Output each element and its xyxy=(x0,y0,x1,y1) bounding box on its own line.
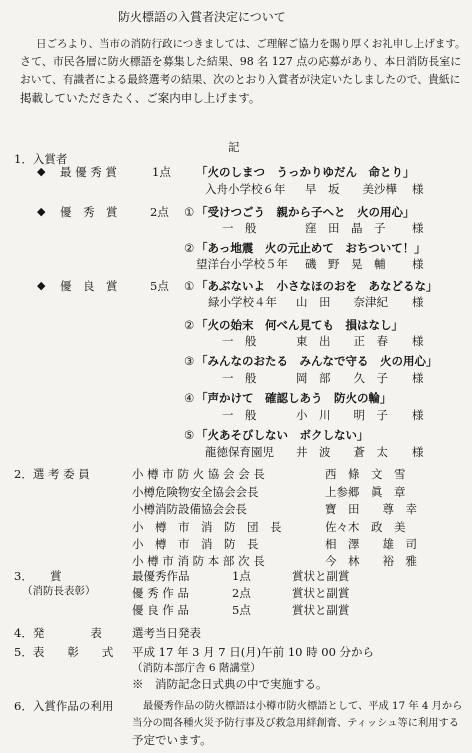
good-entry-2-name: 東 出 正 春 xyxy=(296,334,388,348)
section6-line-3: 予定でいます。 xyxy=(132,733,212,747)
good-entry-4-honorific: 様 xyxy=(412,408,424,422)
good-award-count: 5点 xyxy=(150,279,169,293)
section5-line-2: （消防本部庁舎 6 階講堂） xyxy=(132,662,261,674)
committee-member-3-org: 小樽消防設備協会会長 xyxy=(132,502,247,516)
committee-member-6-org: 小 樽 市 消 防 本 部 次 長 xyxy=(132,554,265,568)
committee-member-4-name: 佐々木 政 美 xyxy=(325,520,406,534)
section5-heading: 5．表 彰 式 xyxy=(14,645,114,659)
good-entry-4-affiliation: 一 般 xyxy=(222,408,257,422)
top-award-slogan: 「火のしまつ うっかりゆだん 命とり」 xyxy=(196,165,415,179)
diamond-bullet-icon: ◆ xyxy=(37,205,46,218)
excellent-entry-1-num: ① xyxy=(184,205,195,219)
excellent-entry-1-name: 窪 田 晶 子 xyxy=(305,221,386,235)
diamond-bullet-icon: ◆ xyxy=(37,279,46,292)
section2-heading: 2．選 考 委 員 xyxy=(14,467,90,481)
excellent-award-count: 2点 xyxy=(150,205,169,219)
excellent-entry-2-slogan: 「あっ地震 火の元止めて おちついて！」 xyxy=(196,241,426,255)
excellent-entry-1-honorific: 様 xyxy=(412,221,424,235)
good-entry-1-honorific: 様 xyxy=(412,295,424,309)
prize-row-3-award: 優 良 作 品 xyxy=(132,603,189,617)
top-award-name: 早 坂 美沙樺 xyxy=(305,182,397,196)
good-entry-3-num: ③ xyxy=(184,354,195,368)
good-entry-1-num: ① xyxy=(184,279,195,293)
committee-member-2-name: 上参郷 眞 章 xyxy=(325,485,406,499)
ki-marker: 記 xyxy=(228,140,240,154)
good-entry-1-affiliation: 緑小学校４年 xyxy=(208,295,277,309)
top-award-label: 最 優 秀 賞 xyxy=(60,165,117,179)
excellent-entry-2-num: ② xyxy=(184,241,195,255)
top-award-honorific: 様 xyxy=(412,182,424,196)
section4-text: 選考当日発表 xyxy=(132,626,201,640)
good-entry-3-slogan: 「みんなのおたる みんなで守る 火の用心」 xyxy=(196,354,438,368)
prize-row-1-count: 1点 xyxy=(232,569,251,583)
good-entry-4-slogan: 「声かけて 確認しあう 防火の輪」 xyxy=(196,391,392,405)
prize-row-3-prize: 賞状と副賞 xyxy=(292,603,350,617)
top-award-count: 1点 xyxy=(152,165,171,179)
committee-member-5-org: 小 樽 市 消 防 長 xyxy=(132,537,259,551)
good-entry-3-affiliation: 一 般 xyxy=(222,371,257,385)
good-entry-1-slogan: 「あぶないよ 小さなほのおを あなどるな」 xyxy=(196,279,438,293)
good-entry-3-honorific: 様 xyxy=(412,371,424,385)
document-title: 防火標語の入賞者決定について xyxy=(118,10,286,24)
section6-heading: 6．入賞作品の利用 xyxy=(14,699,114,713)
prize-row-2-award: 優 秀 作 品 xyxy=(132,586,189,600)
good-entry-2-affiliation: 一 般 xyxy=(222,334,257,348)
good-entry-5-num: ⑤ xyxy=(184,428,195,442)
excellent-entry-1-slogan: 「受けつごう 親から子へと 火の用心」 xyxy=(196,205,415,219)
good-entry-2-num: ② xyxy=(184,318,195,332)
committee-member-1-name: 西 條 文 雪 xyxy=(325,467,406,481)
committee-member-5-name: 相 澤 雄 司 xyxy=(325,537,417,551)
intro-line-4: 掲載していただきたく、ご案内申し上げます。 xyxy=(20,91,261,105)
section6-line-2: 当分の間各種火災予防行事及び救急用絆創膏、ティッシュ等に利用する xyxy=(132,717,459,729)
good-entry-5-name: 井 波 蒼 太 xyxy=(296,445,388,459)
excellent-entry-2-name: 磯 野 晃 輔 xyxy=(305,257,386,271)
good-entry-5-honorific: 様 xyxy=(412,445,424,459)
prize-row-1-award: 最優秀作品 xyxy=(132,569,190,583)
section1-heading: 1．入賞者 xyxy=(14,152,68,166)
good-entry-3-name: 岡 部 久 子 xyxy=(296,371,388,385)
section5-line-1: 平成 17 年 3 月 7 日(月)午前 10 時 00 分から xyxy=(132,645,375,659)
good-entry-2-honorific: 様 xyxy=(412,334,424,348)
committee-member-3-name: 寶 田 尊 幸 xyxy=(325,502,417,516)
intro-line-3: おいて、有識者による最終選考の結果、次のとおり入賞者が決定いたしましたので、貴紙に xyxy=(20,73,461,86)
committee-member-1-org: 小 樽 市 防 火 協 会 会 長 xyxy=(132,467,265,481)
good-entry-5-slogan: 「火あそびしない ボクしない」 xyxy=(196,428,369,442)
excellent-entry-2-honorific: 様 xyxy=(412,257,424,271)
good-entry-1-name: 山 田 奈津紀 xyxy=(296,295,388,309)
committee-member-2-org: 小樽危険物安全協会会長 xyxy=(132,485,259,499)
top-award-affiliation: 入舟小学校６年 xyxy=(205,182,286,196)
good-entry-4-name: 小 川 明 子 xyxy=(296,408,388,422)
diamond-bullet-icon: ◆ xyxy=(37,165,46,178)
prize-row-3-count: 5点 xyxy=(232,603,251,617)
excellent-entry-2-affiliation: 望洋台小学校５年 xyxy=(196,257,288,271)
section5-line-3: ※ 消防記念日式典の中で実施する。 xyxy=(132,677,328,691)
excellent-award-label: 優 秀 賞 xyxy=(60,205,118,219)
good-entry-5-affiliation: 龍徳保育園児 xyxy=(205,445,274,459)
prize-row-2-prize: 賞状と副賞 xyxy=(292,586,350,600)
intro-line-2: さて、市民各層に防火標語を募集した結果、98 名 127 点の応募があり、本日消防長室に xyxy=(20,55,462,68)
good-entry-2-slogan: 「火の始末 何べん見ても 損はなし」 xyxy=(196,318,403,332)
intro-line-1: 日ごろより、当市の消防行政につきましては、ご理解ご協力を賜り厚くお礼申し上げます。 xyxy=(36,38,466,50)
good-award-label: 優 良 賞 xyxy=(60,279,118,293)
section3-heading: 3． 賞 xyxy=(14,569,62,583)
section4-heading: 4．発 表 xyxy=(14,626,102,640)
prize-row-2-count: 2点 xyxy=(232,586,251,600)
good-entry-4-num: ④ xyxy=(184,391,195,405)
excellent-entry-1-affiliation: 一 般 xyxy=(222,221,257,235)
section6-line-1: 最優秀作品の防火標語は小樽市防火標語として、平成 17 年 4 月から xyxy=(143,700,463,712)
committee-member-4-org: 小 樽 市 消 防 団 長 xyxy=(132,520,282,534)
prize-row-1-prize: 賞状と副賞 xyxy=(292,569,350,583)
committee-member-6-name: 今 林 裕 雅 xyxy=(325,554,417,568)
section3-subheading: （消防長表彰） xyxy=(22,585,96,597)
